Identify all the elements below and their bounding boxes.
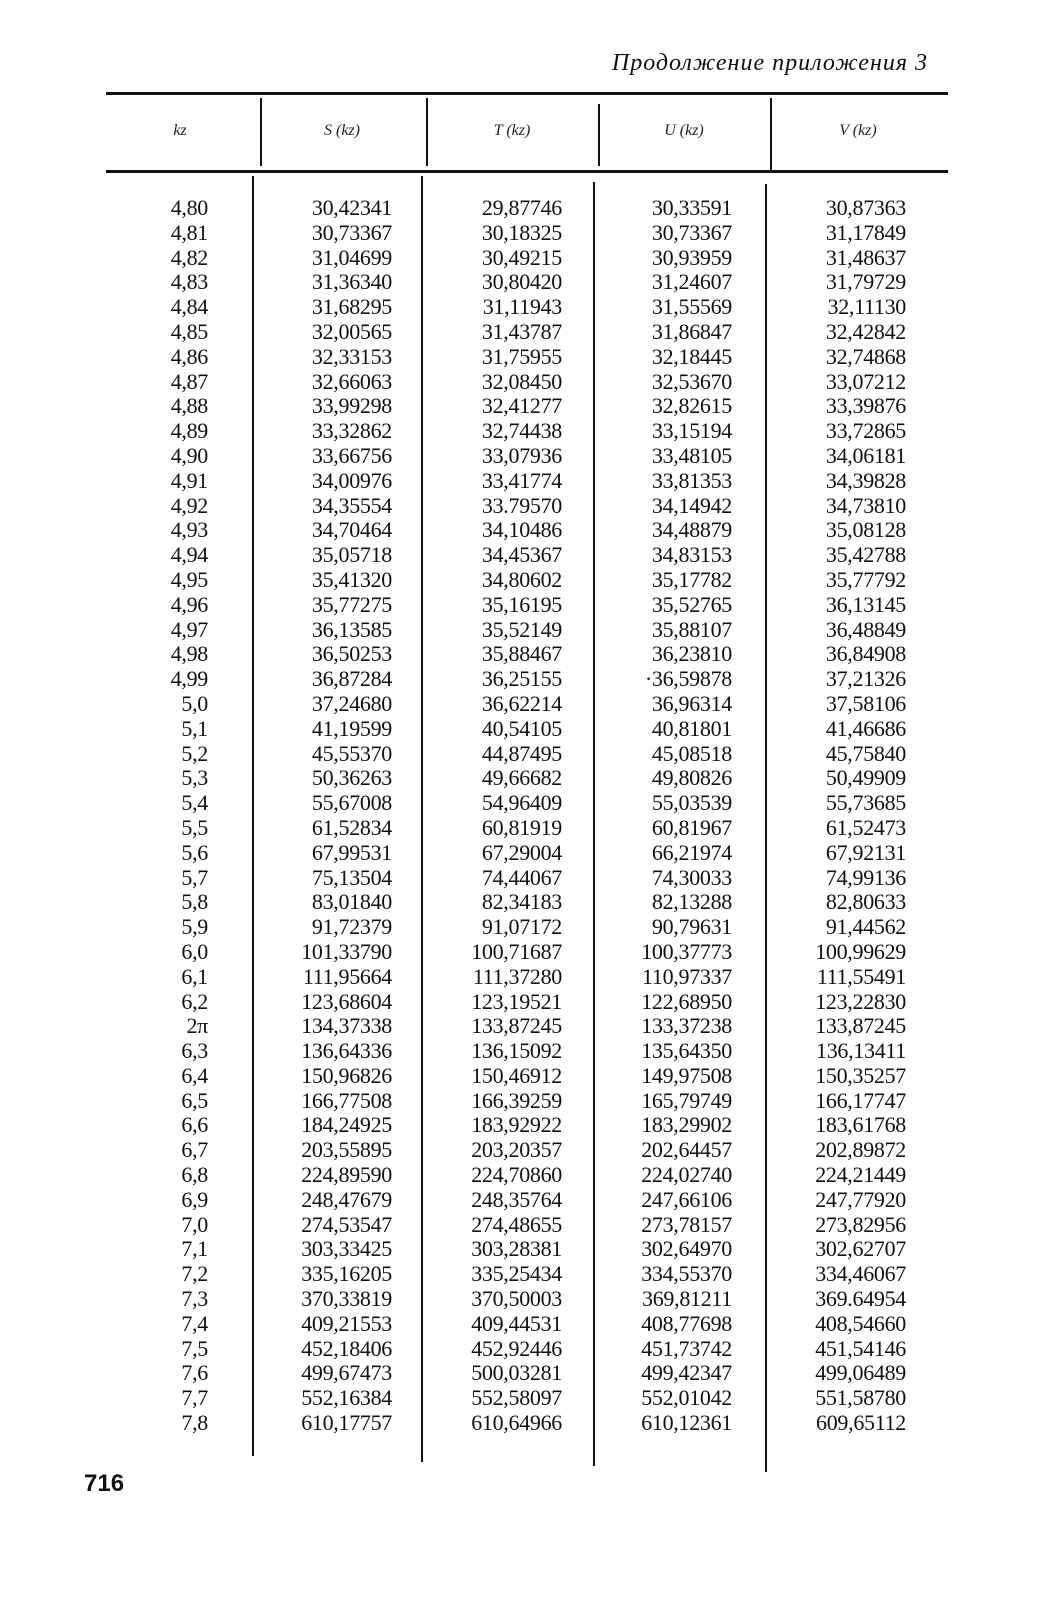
header-t: T (kz)	[493, 122, 531, 139]
table-cell: 6,2	[181, 988, 208, 1014]
table-cell: 40,81801	[651, 715, 732, 741]
table-cell: 224,70860	[471, 1162, 562, 1188]
table-cell: 7,8	[181, 1410, 208, 1436]
table-cell: 7,5	[181, 1335, 208, 1361]
table-cell: 5,7	[181, 864, 208, 890]
table-cell: 274,48655	[471, 1211, 562, 1237]
table-cell: 4,97	[170, 616, 208, 642]
table-cell: 5,6	[181, 839, 208, 865]
table-cell: 111,95664	[302, 963, 392, 989]
table-cell: 36,62214	[481, 690, 562, 716]
table-cell: 31,48637	[825, 244, 906, 270]
table-cell: 6,7	[181, 1137, 208, 1163]
table-cell: 6,6	[181, 1112, 208, 1138]
table-cell: 5,9	[181, 914, 208, 940]
table-cell: 370,50003	[471, 1286, 562, 1312]
table-cell: 4,92	[170, 492, 208, 518]
table-cell: 499,42347	[641, 1360, 732, 1386]
table-cell: 33,66756	[311, 442, 392, 468]
table-cell: 31,79729	[825, 269, 906, 295]
table-cell: 33,39876	[825, 393, 906, 419]
page-number: 716	[84, 1470, 125, 1497]
table-cell: 61,52834	[311, 814, 392, 840]
table-cell: 111,37280	[472, 963, 562, 989]
column-v	[772, 196, 906, 1436]
table-cell: 247,77920	[815, 1186, 906, 1212]
table-cell: 4,90	[170, 442, 208, 468]
table-cell: 45,75840	[825, 740, 906, 766]
table-cell: 34,70464	[311, 517, 392, 543]
table-header-rule	[106, 170, 948, 173]
table-cell: 4,93	[170, 517, 208, 543]
table-cell: 34,73810	[825, 492, 906, 518]
table-cell: 31,36340	[311, 269, 392, 295]
table-cell: 552,16384	[301, 1385, 392, 1411]
table-cell: 224,02740	[641, 1162, 732, 1188]
table-cell: 5,8	[181, 889, 208, 915]
table-cell: 303,33425	[301, 1236, 392, 1262]
table-cell: 369.64954	[815, 1286, 906, 1312]
table-cell: 133,87245	[471, 1013, 562, 1039]
table-cell: 31,43787	[481, 318, 562, 344]
table-cell: 335,16205	[301, 1261, 392, 1287]
table-cell: 34,10486	[481, 517, 562, 543]
table-cell: 31,86847	[651, 318, 732, 344]
table-cell: 33.79570	[481, 492, 562, 518]
table-cell: 37,21326	[825, 666, 906, 692]
column-divider	[252, 176, 254, 1456]
table-cell: 32,82615	[651, 393, 732, 419]
table-cell: 37,24680	[311, 690, 392, 716]
table-cell: 224,89590	[301, 1162, 392, 1188]
table-cell: 82,80633	[825, 889, 906, 915]
table-cell: 45,08518	[651, 740, 732, 766]
table-cell: 60,81967	[651, 814, 732, 840]
table-cell: 35,77792	[825, 566, 906, 592]
table-cell: 202,64457	[641, 1137, 732, 1163]
table-cell: 32,33153	[311, 343, 392, 369]
table-cell: 30,49215	[481, 244, 562, 270]
table-cell: 6,3	[181, 1038, 208, 1064]
table-cell: 4,99	[170, 666, 208, 692]
table-cell: 5,4	[181, 790, 208, 816]
table-cell: 7,2	[181, 1261, 208, 1287]
table-cell: 274,53547	[301, 1211, 392, 1237]
table-cell: 32,66063	[311, 368, 392, 394]
table-cell: 74,99136	[825, 864, 906, 890]
table-cell: 500,03281	[471, 1360, 562, 1386]
table-cell: 203,55895	[301, 1137, 392, 1163]
table-cell: 4,81	[170, 219, 208, 245]
header-v: V (kz)	[839, 122, 877, 139]
table-cell: 30,80420	[481, 269, 562, 295]
table-cell: 224,21449	[815, 1162, 906, 1188]
table-cell: 552,58097	[471, 1385, 562, 1411]
table-cell: 33,72865	[825, 418, 906, 444]
table-cell: 34,14942	[651, 492, 732, 518]
table-cell: 33,15194	[651, 418, 732, 444]
table-cell: 4,87	[170, 368, 208, 394]
table-cell: 41,46686	[825, 715, 906, 741]
table-cell: 552,01042	[641, 1385, 732, 1411]
table-cell: 7,7	[181, 1385, 208, 1411]
table-cell: 36,13585	[311, 616, 392, 642]
table-cell: 31,04699	[311, 244, 392, 270]
table-cell: 74,30033	[651, 864, 732, 890]
table-cell: 499,06489	[815, 1360, 906, 1386]
table-cell: 452,18406	[301, 1335, 392, 1361]
table-cell: 4,96	[170, 591, 208, 617]
table-cell: 134,37338	[301, 1013, 392, 1039]
table-caption: Продолжение приложения 3	[611, 50, 928, 76]
table-cell: 110,97337	[642, 963, 732, 989]
table-cell: 50,36263	[311, 765, 392, 791]
table-cell: 36,25155	[481, 666, 562, 692]
table-cell: 4,83	[170, 269, 208, 295]
table-cell: 111,55491	[816, 963, 906, 989]
table-cell: 4,94	[170, 542, 208, 568]
table-cell: 370,33819	[301, 1286, 392, 1312]
table-cell: 369,81211	[642, 1286, 732, 1312]
table-cell: 100,71687	[471, 938, 562, 964]
table-cell: 34,83153	[651, 542, 732, 568]
table-cell: 49,66682	[481, 765, 562, 791]
table-cell: 41,19599	[311, 715, 392, 741]
table-cell: 37,58106	[825, 690, 906, 716]
table-cell: 91,44562	[825, 914, 906, 940]
table-cell: 248,47679	[301, 1186, 392, 1212]
table-cell: 7,4	[181, 1310, 208, 1336]
table-cell: 6,1	[181, 963, 208, 989]
table-cell: 83,01840	[311, 889, 392, 915]
table-cell: 409,21553	[301, 1310, 392, 1336]
table-cell: 33,32862	[311, 418, 392, 444]
table-cell: 248,35764	[471, 1186, 562, 1212]
table-cell: 35,42788	[825, 542, 906, 568]
table-cell: 31,11943	[482, 294, 562, 320]
table-cell: 247,66106	[641, 1186, 732, 1212]
table-cell: 49,80826	[651, 765, 732, 791]
table-cell: 133,87245	[815, 1013, 906, 1039]
table-cell: 4,86	[170, 343, 208, 369]
table-cell: 183,92922	[471, 1112, 562, 1138]
table-cell: 183,29902	[641, 1112, 732, 1138]
table-cell: 6,8	[181, 1162, 208, 1188]
table-cell: 31,68295	[311, 294, 392, 320]
table-cell: 33,41774	[481, 467, 562, 493]
table-cell: 35,88107	[651, 616, 732, 642]
table-cell: 30,18325	[481, 219, 562, 245]
table-cell: 165,79749	[641, 1087, 732, 1113]
table-cell: 451,54146	[815, 1335, 906, 1361]
table-cell: 34,80602	[481, 566, 562, 592]
table-cell: 273,78157	[641, 1211, 732, 1237]
table-cell: 32,74868	[825, 343, 906, 369]
table-cell: 32,53670	[651, 368, 732, 394]
column-divider	[765, 184, 767, 1472]
table-cell: 91,07172	[481, 914, 562, 940]
table-cell: 6,5	[181, 1087, 208, 1113]
table-cell: 33,99298	[311, 393, 392, 419]
table-cell: 55,03539	[651, 790, 732, 816]
table-cell: 4,95	[170, 566, 208, 592]
table-cell: 4,88	[170, 393, 208, 419]
table-cell: 30,42341	[311, 195, 392, 220]
table-cell: 451,73742	[641, 1335, 732, 1361]
column-kz	[120, 196, 208, 1436]
table-cell: 33,07936	[481, 442, 562, 468]
table-cell: 60,81919	[481, 814, 562, 840]
table-cell: 32,74438	[481, 418, 562, 444]
table-cell: 55,67008	[311, 790, 392, 816]
table-cell: 4,82	[170, 244, 208, 270]
table-cell: 34,48879	[651, 517, 732, 543]
column-t	[430, 196, 562, 1436]
table-cell: 5,2	[181, 740, 208, 766]
table-cell: 74,44067	[481, 864, 562, 890]
table-cell: 32,42842	[825, 318, 906, 344]
table-cell: 82,13288	[651, 889, 732, 915]
table-cell: 36,87284	[311, 666, 392, 692]
table-cell: 36,84908	[825, 641, 906, 667]
table-cell: 136,13411	[816, 1038, 906, 1064]
header-s: S (kz)	[324, 122, 360, 139]
table-cell: 36,50253	[311, 641, 392, 667]
table-cell: 5,0	[181, 690, 208, 716]
table-cell: 35,41320	[311, 566, 392, 592]
table-cell: 273,82956	[815, 1211, 906, 1237]
table-cell: 4,85	[170, 318, 208, 344]
table-cell: 6,4	[181, 1062, 208, 1088]
table-cell: 4,84	[170, 294, 208, 320]
table-cell: 150,96826	[301, 1062, 392, 1088]
table-cell: 31,17849	[825, 219, 906, 245]
table-cell: 135,64350	[641, 1038, 732, 1064]
table-cell: 35,08128	[825, 517, 906, 543]
table-cell: 36,96314	[651, 690, 732, 716]
table-cell: 33,81353	[651, 467, 732, 493]
table-cell: 123,22830	[815, 988, 906, 1014]
table-cell: 499,67473	[301, 1360, 392, 1386]
column-divider	[593, 182, 595, 1466]
table-cell: 166,77508	[301, 1087, 392, 1113]
table-cell: 90,79631	[651, 914, 732, 940]
table-cell: 50,49909	[825, 765, 906, 791]
table-cell: 452,92446	[471, 1335, 562, 1361]
column-divider	[421, 176, 423, 1462]
table-cell: 61,52473	[825, 814, 906, 840]
table-cell: 66,21974	[651, 839, 732, 865]
table-cell: 30,73367	[651, 219, 732, 245]
table-cell: 31,55569	[651, 294, 732, 320]
table-cell: 7,6	[181, 1360, 208, 1386]
table-cell: 303,28381	[471, 1236, 562, 1262]
table-cell: 36,48849	[825, 616, 906, 642]
column-s	[262, 196, 392, 1436]
table-cell: 35,17782	[651, 566, 732, 592]
table-cell: 32,00565	[311, 318, 392, 344]
table-cell: 334,55370	[641, 1261, 732, 1287]
table-cell: 82,34183	[481, 889, 562, 915]
table-cell: 7,0	[181, 1211, 208, 1237]
table-cell: 35,52149	[481, 616, 562, 642]
table-cell: 2π	[186, 1013, 208, 1039]
table-cell: 334,46067	[815, 1261, 906, 1287]
table-cell: 123,68604	[301, 988, 392, 1014]
table-cell: 35,16195	[481, 591, 562, 617]
table-cell: 101,33790	[301, 938, 392, 964]
table-cell: 6,9	[181, 1186, 208, 1212]
table-cell: 4,80	[170, 195, 208, 220]
table-cell: 34,00976	[311, 467, 392, 493]
table-cell: 5,3	[181, 765, 208, 791]
table-top-rule	[106, 92, 948, 95]
table-cell: 30,87363	[825, 195, 906, 220]
table-cell: 54,96409	[481, 790, 562, 816]
table-cell: 31,24607	[651, 269, 732, 295]
table-cell: 5,1	[181, 715, 208, 741]
table-cell: 408,77698	[641, 1310, 732, 1336]
table-cell: 31,75955	[481, 343, 562, 369]
table-cell: 34,06181	[825, 442, 906, 468]
table-cell: 67,99531	[311, 839, 392, 865]
table-cell: 91,72379	[311, 914, 392, 940]
table-cell: 551,58780	[815, 1385, 906, 1411]
table-cell: 150,46912	[471, 1062, 562, 1088]
table-cell: 149,97508	[641, 1062, 732, 1088]
table-cell: 40,54105	[481, 715, 562, 741]
header-kz: kz	[173, 122, 187, 139]
table-cell: 75,13504	[311, 864, 392, 890]
table-cell: 150,35257	[815, 1062, 906, 1088]
table-cell: 4,98	[170, 641, 208, 667]
table-cell: 36,13145	[825, 591, 906, 617]
table-cell: 136,15092	[471, 1038, 562, 1064]
table-cell: 30,93959	[651, 244, 732, 270]
table-cell: 35,52765	[651, 591, 732, 617]
table-cell: 67,92131	[825, 839, 906, 865]
table-cell: 202,89872	[815, 1137, 906, 1163]
table-cell: 33,07212	[825, 368, 906, 394]
table-cell: 136,64336	[301, 1038, 392, 1064]
table-cell: 609,65112	[816, 1410, 906, 1436]
table-cell: 183,61768	[815, 1112, 906, 1138]
header-u: U (kz)	[664, 122, 704, 139]
table-cell: 34,35554	[311, 492, 392, 518]
table-cell: 4,89	[170, 418, 208, 444]
table-cell: 44,87495	[481, 740, 562, 766]
table-cell: 32,18445	[651, 343, 732, 369]
table-cell: 122,68950	[641, 988, 732, 1014]
table-cell: 32,11130	[827, 294, 906, 320]
table-cell: 33,48105	[651, 442, 732, 468]
table-cell: 184,24925	[301, 1112, 392, 1138]
table-cell: 29,87746	[481, 195, 562, 220]
table-cell: 35,77275	[311, 591, 392, 617]
column-u	[600, 196, 732, 1436]
table-cell: 55,73685	[825, 790, 906, 816]
table-cell: 166,17747	[815, 1087, 906, 1113]
table-cell: 6,0	[181, 938, 208, 964]
table-cell: 302,62707	[815, 1236, 906, 1262]
table-cell: 610,64966	[471, 1410, 562, 1436]
table-cell: ·36,59878	[644, 666, 732, 692]
table-cell: 45,55370	[311, 740, 392, 766]
table-cell: 7,1	[181, 1236, 208, 1262]
table-cell: 34,45367	[481, 542, 562, 568]
table-cell: 409,44531	[471, 1310, 562, 1336]
table-cell: 302,64970	[641, 1236, 732, 1262]
table-cell: 30,73367	[311, 219, 392, 245]
table-cell: 30,33591	[651, 195, 732, 220]
table-cell: 610,12361	[641, 1410, 732, 1436]
table-cell: 4,91	[170, 467, 208, 493]
table-cell: 67,29004	[481, 839, 562, 865]
table-cell: 203,20357	[471, 1137, 562, 1163]
table-cell: 100,99629	[815, 938, 906, 964]
table-cell: 123,19521	[471, 988, 562, 1014]
table-cell: 35,05718	[311, 542, 392, 568]
table-cell: 335,25434	[471, 1261, 562, 1287]
table-cell: 32,08450	[481, 368, 562, 394]
table-cell: 34,39828	[825, 467, 906, 493]
table-cell: 100,37773	[641, 938, 732, 964]
table-cell: 166,39259	[471, 1087, 562, 1113]
table-cell: 610,17757	[301, 1410, 392, 1436]
table-cell: 35,88467	[481, 641, 562, 667]
table-cell: 5,5	[181, 814, 208, 840]
table-cell: 408,54660	[815, 1310, 906, 1336]
table-cell: 36,23810	[651, 641, 732, 667]
table-cell: 133,37238	[641, 1013, 732, 1039]
table-cell: 7,3	[181, 1286, 208, 1312]
table-cell: 32,41277	[481, 393, 562, 419]
